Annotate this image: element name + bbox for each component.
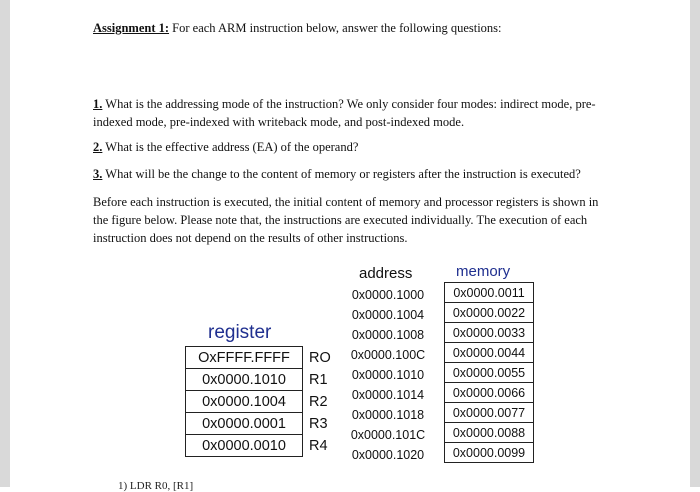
memory-row [445, 323, 534, 343]
register-value-r0: OxFFFF.FFFF [186, 347, 303, 369]
register-row [186, 369, 334, 391]
question-1-number: 1. [93, 97, 103, 111]
memory-row [445, 423, 534, 443]
address-cell: 0x0000.100C [350, 348, 426, 362]
memory-row [445, 283, 534, 303]
address-cell: 0x0000.1004 [351, 308, 425, 322]
register-row [186, 435, 334, 457]
register-name-r1: R1 [309, 371, 328, 388]
memory-cell: 0x0000.0022 [445, 303, 534, 323]
register-value-r3: 0x0000.0001 [186, 413, 303, 435]
address-cell: 0x0000.1018 [351, 408, 425, 422]
memory-row [445, 303, 534, 323]
register-name-r2: R2 [309, 393, 328, 410]
cutoff-instruction: 1) LDR R0, [R1] [118, 480, 194, 492]
note-line2: the figure below. Please note that, the instructions are executed individually. The execution of each [93, 213, 588, 227]
memory-cell: 0x0000.0088 [445, 423, 534, 443]
memory-table [444, 282, 534, 463]
note-line1: Before each instruction is executed, the initial content of memory and processor registers is shown in [93, 195, 599, 209]
memory-cell: 0x0000.0099 [445, 443, 534, 463]
memory-cell: 0x0000.0055 [445, 363, 534, 383]
question-2-number: 2. [93, 140, 103, 154]
address-list [344, 285, 432, 465]
memory-row [445, 383, 534, 403]
address-title: address [359, 265, 413, 282]
register-value-r2: 0x0000.1004 [186, 391, 303, 413]
memory-row [445, 343, 534, 363]
memory-cell: 0x0000.0077 [445, 403, 534, 423]
left-margin [0, 0, 10, 487]
question-3 [93, 167, 581, 182]
note-paragraph [93, 193, 618, 247]
question-2-text: What is the effective address (EA) of the operand? [102, 140, 359, 154]
question-1 [93, 95, 613, 131]
memory-cell: 0x0000.0033 [445, 323, 534, 343]
register-value-r1: 0x0000.1010 [186, 369, 303, 391]
assignment-text: For each ARM instruction below, answer the following questions: [169, 21, 502, 35]
memory-row [445, 363, 534, 383]
address-cell: 0x0000.1020 [351, 448, 425, 462]
register-name-r3: R3 [309, 415, 328, 432]
address-cell: 0x0000.1008 [351, 328, 425, 342]
register-title: register [208, 322, 272, 343]
assignment-label: Assignment 1: [93, 21, 170, 35]
question-1-line2: indexed mode, pre-indexed with writeback mode, and post-indexed mode. [93, 115, 465, 129]
question-2 [93, 140, 358, 155]
memory-title: memory [456, 263, 511, 280]
register-table [185, 346, 334, 457]
question-1-line1: What is the addressing mode of the instruction? We only consider four modes: indirect mode, pre- [102, 97, 596, 111]
memory-cell: 0x0000.0066 [445, 383, 534, 403]
memory-row [445, 443, 534, 463]
register-row [186, 391, 334, 413]
address-cell: 0x0000.1010 [351, 368, 425, 382]
note-line3: instruction does not depend on the results of other instructions. [93, 231, 408, 245]
assignment-heading [93, 21, 502, 36]
register-value-r4: 0x0000.0010 [186, 435, 303, 457]
register-name-r4: R4 [309, 437, 328, 454]
question-3-text: What will be the change to the content of memory or registers after the instruction is executed? [102, 167, 581, 181]
memory-row [445, 403, 534, 423]
memory-cell: 0x0000.0011 [445, 283, 534, 303]
right-margin [690, 0, 700, 487]
address-cell: 0x0000.101C [350, 428, 426, 442]
register-name-r0: RO [309, 349, 331, 366]
register-row [186, 347, 334, 369]
address-cell: 0x0000.1000 [351, 288, 425, 302]
memory-cell: 0x0000.0044 [445, 343, 534, 363]
address-cell: 0x0000.1014 [351, 388, 425, 402]
register-row [186, 413, 334, 435]
question-3-number: 3. [93, 167, 103, 181]
